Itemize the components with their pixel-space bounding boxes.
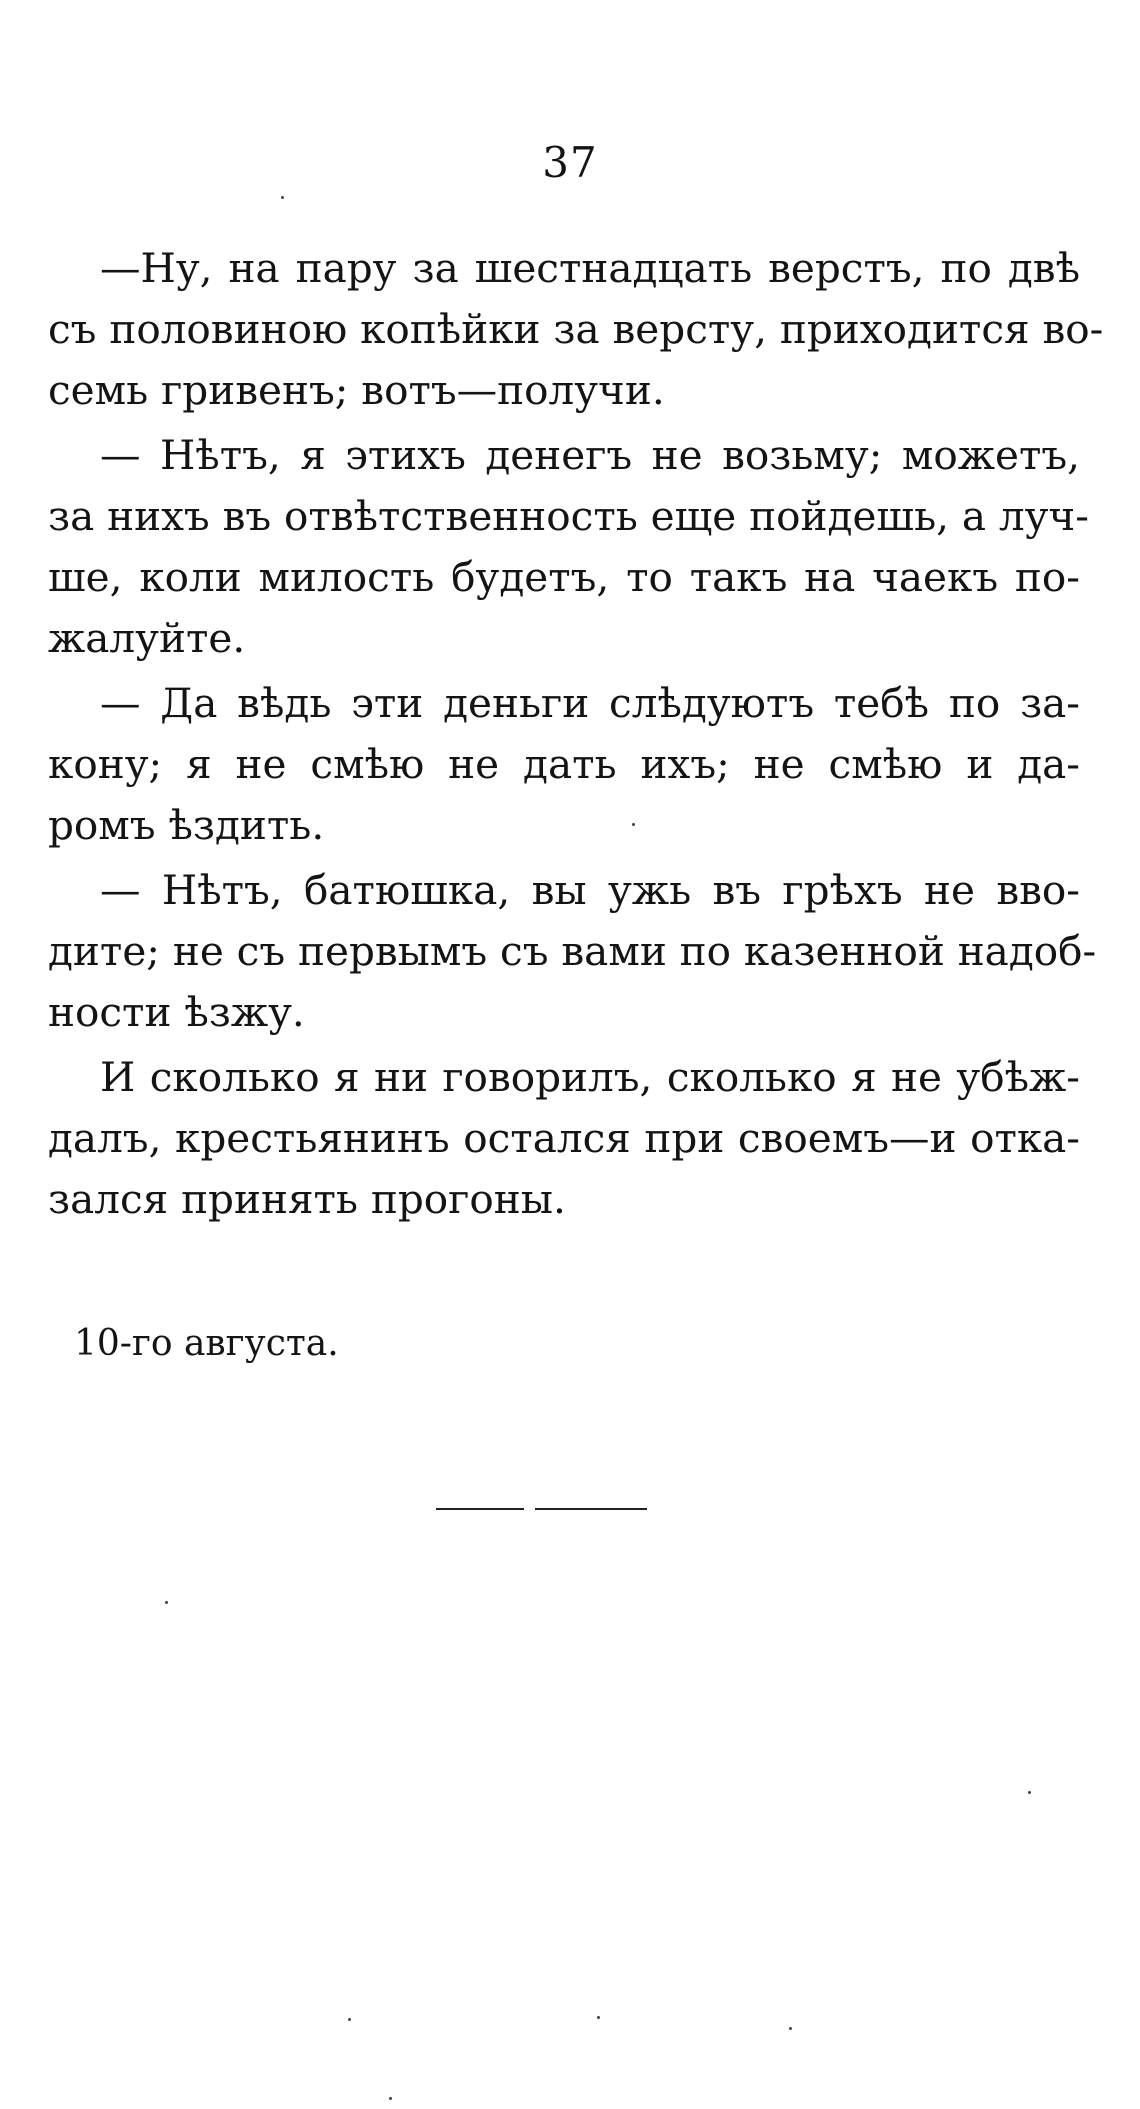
text-line: зался принять прогоны. bbox=[48, 1175, 566, 1223]
text-line: ше, коли милость будетъ, то такъ на чаекъ по- bbox=[48, 553, 1080, 601]
text-line: — Да вѣдь эти деньги слѣдуютъ тебѣ по за- bbox=[100, 679, 1080, 727]
text-line: семь гривенъ; вотъ—получи. bbox=[48, 366, 665, 414]
text-line: далъ, крестьянинъ остался при своемъ—и отка- bbox=[48, 1114, 1080, 1162]
text-line: жалуйте. bbox=[48, 614, 246, 662]
print-speck bbox=[789, 2027, 792, 2030]
text-line: кону; я не смѣю не дать ихъ; не смѣю и да- bbox=[48, 740, 1080, 788]
text-line: — Нѣтъ, я этихъ денегъ не возьму; можетъ, bbox=[100, 431, 1080, 479]
text-line: ности ѣзжу. bbox=[48, 988, 305, 1036]
print-speck bbox=[597, 2016, 600, 2019]
dateline: 10-го августа. bbox=[74, 1323, 339, 1364]
ornament-rule-left bbox=[436, 1508, 524, 1510]
text-line: дите; не съ первымъ съ вами по казенной надоб- bbox=[48, 927, 1097, 975]
text-line: И сколько я ни говорилъ, сколько я не убѣж- bbox=[100, 1053, 1080, 1101]
print-speck bbox=[165, 1601, 168, 1604]
paragraph bbox=[48, 1047, 1080, 1230]
text-line: — Нѣтъ, батюшка, вы ужь въ грѣхъ не вво- bbox=[100, 866, 1080, 914]
text-line: —Ну, на пару за шестнадцать верстъ, по двѣ bbox=[100, 244, 1080, 292]
print-speck bbox=[389, 2097, 392, 2100]
print-speck bbox=[281, 196, 284, 199]
text-line: за нихъ въ отвѣтственность еще пойдешь, а луч- bbox=[48, 492, 1089, 540]
print-speck bbox=[348, 2018, 351, 2021]
paragraph bbox=[48, 238, 1104, 421]
paragraph bbox=[48, 425, 1089, 669]
ornament-rule-right bbox=[535, 1508, 647, 1510]
text-line: съ половиною копѣйки за версту, приходится во- bbox=[48, 305, 1104, 353]
print-speck bbox=[632, 823, 635, 826]
paragraph bbox=[48, 673, 1080, 856]
text-line: ромъ ѣздить. bbox=[48, 801, 325, 849]
page-number: 37 bbox=[542, 138, 598, 187]
print-speck bbox=[1028, 1791, 1031, 1794]
body-text bbox=[48, 238, 1104, 1234]
paragraph bbox=[48, 860, 1097, 1043]
